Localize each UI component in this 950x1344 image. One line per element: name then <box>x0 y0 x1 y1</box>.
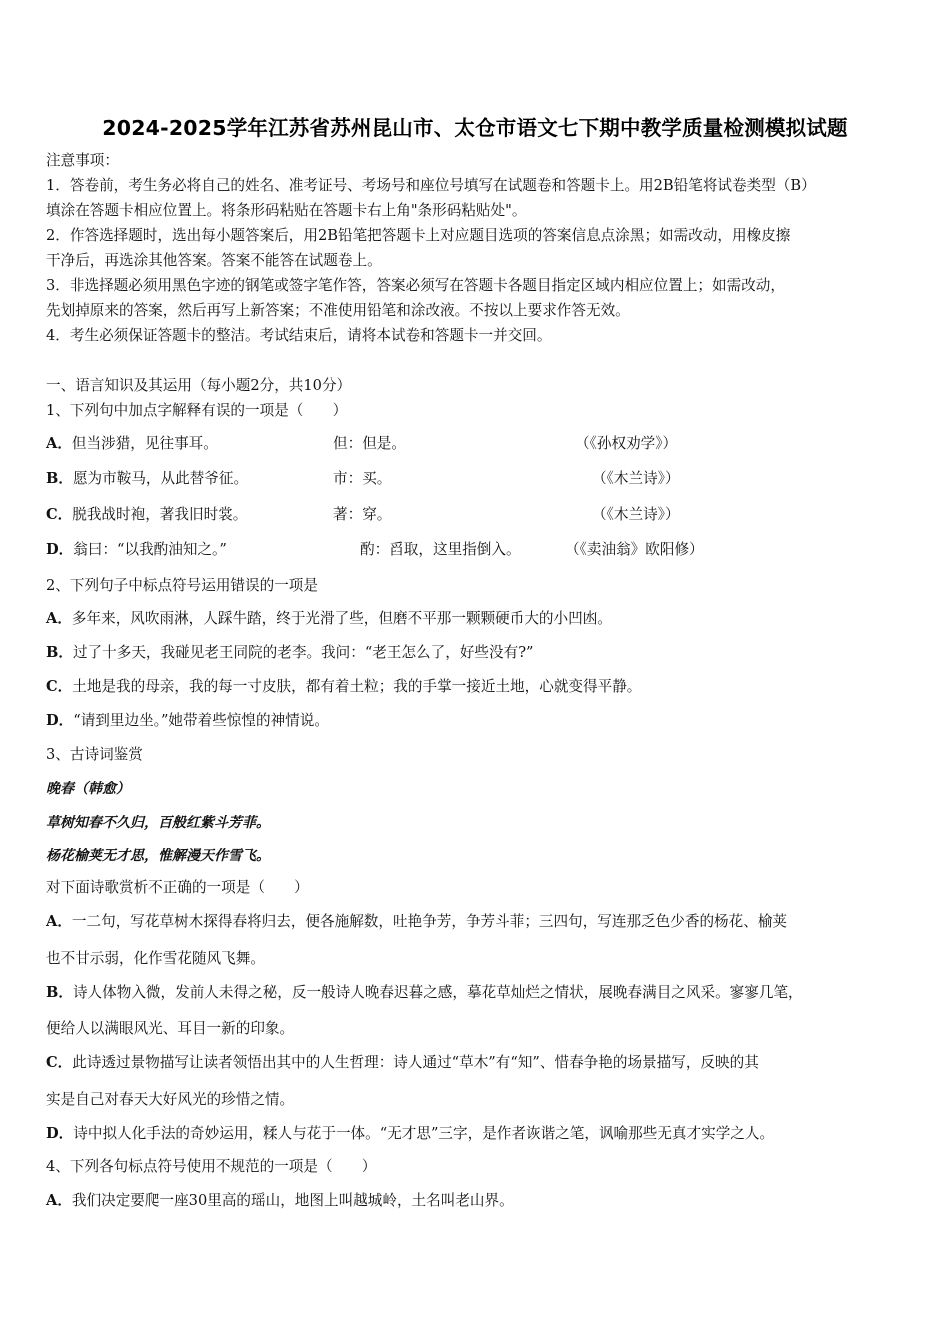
option-text: 多年来，风吹雨淋，人踩牛踏，终于光滑了些，但磨不平那一颗颗硬币大的小凹凼。 <box>71 610 612 627</box>
q4-option-a <box>46 1191 514 1211</box>
option-text-cont: 实是自己对春天大好风光的珍惜之情。 <box>46 1091 295 1108</box>
notice-line: 填涂在答题卡相应位置上。将条形码粘贴在答题卡右上角"条形码粘贴处"。 <box>46 202 527 219</box>
question-3-prompt: 对下面诗歌赏析不正确的一项是（ ） <box>46 879 309 896</box>
option-text-cont: 便给人以满眼风光、耳目一新的印象。 <box>46 1020 295 1037</box>
option-label: C． <box>46 678 73 695</box>
option-label: B． <box>46 644 73 661</box>
option-text: 诗中拟人化手法的奇妙运用，糅人与花于一体。“无才思”三字，是作者诙谐之笔，讽喻那些无真才实学之人。 <box>73 1125 775 1142</box>
option-text: 此诗透过景物描写让读者领悟出其中的人生哲理：诗人通过“草木”有“知”、惜春争艳的场景描写，反映的其 <box>72 1054 759 1071</box>
poem-line: 杨花榆荚无才思，惟解漫天作雪飞。 <box>46 848 270 864</box>
q2-option-b <box>46 643 534 663</box>
q2-option-c <box>46 677 641 697</box>
notice-line: 先划掉原来的答案，然后再写上新答案；不准使用铅笔和涂改液。不按以上要求作答无效。 <box>46 302 630 319</box>
option-label: D． <box>46 1125 74 1142</box>
notice-line: 1．答卷前，考生务必将自己的姓名、准考证号、考场号和座位号填写在试题卷和答题卡上。用2B铅笔将试卷类型（B） <box>46 177 816 194</box>
option-sentence: 翁曰：“以我酌油知之。” <box>73 541 227 558</box>
option-sentence: 愿为市鞍马，从此替爷征。 <box>72 470 249 487</box>
option-text: 我们决定要爬一座30里高的瑶山，地图上叫越城岭，土名叫老山界。 <box>71 1192 514 1209</box>
notice-line: 4．考生必须保证答题卡的整洁。考试结束后，请将本试卷和答题卡一并交回。 <box>46 327 552 344</box>
option-source: （《卖油翁》欧阳修） <box>565 541 704 558</box>
q2-option-d <box>46 711 329 731</box>
notice-line: 干净后，再选涂其他答案。答案不能答在试题卷上。 <box>46 252 382 269</box>
option-label: D． <box>46 712 74 729</box>
option-text: “请到里边坐。”她带着些惊惶的神情说。 <box>73 712 329 729</box>
option-label: D． <box>46 541 74 558</box>
option-label: C． <box>46 1054 73 1071</box>
section-heading: 一、语言知识及其运用（每小题2分，共10分） <box>46 377 352 394</box>
option-label: A． <box>46 913 72 930</box>
option-text: 一二句，写花草树木探得春将归去，便各施解数，吐艳争芳，争芳斗菲；三四句，写连那乏色少香的杨花、榆荚 <box>71 913 788 930</box>
option-source: （《木兰诗》） <box>592 470 680 487</box>
option-source: （《孙权劝学》） <box>575 435 678 452</box>
page-title: 2024-2025学年江苏省苏州昆山市、太仓市语文七下期中教学质量检测模拟试题 <box>102 116 848 140</box>
q2-option-a <box>46 609 612 629</box>
option-label: B． <box>46 984 73 1001</box>
option-text: 过了十多天，我碰见老王同院的老李。我问：“老王怎么了，好些没有?” <box>72 644 534 661</box>
notice-line: 3．非选择题必须用黑色字迹的钢笔或签字笔作答，答案必须写在答题卡各题目指定区域内相应位置上；如需改动， <box>46 277 785 294</box>
option-text-cont: 也不甘示弱，化作雪花随风飞舞。 <box>46 950 265 967</box>
option-gloss: 酌：舀取，这里指倒入。 <box>360 541 521 558</box>
option-label: C． <box>46 506 73 523</box>
poem-line: 草树知春不久归，百般红紫斗芳菲。 <box>46 815 270 831</box>
question-3-stem: 3、古诗词鉴赏 <box>46 746 143 763</box>
question-4-stem: 4、下列各句标点符号使用不规范的一项是（ ） <box>46 1158 377 1175</box>
option-sentence: 脱我战时袍，著我旧时裳。 <box>72 506 248 523</box>
option-gloss: 但：但是。 <box>333 435 406 452</box>
option-text: 诗人体物入微，发前人未得之秘，反一般诗人晚春迟暮之感，摹花草灿烂之情状，展晚春满目之风采。寥寥几笔， <box>72 984 803 1001</box>
option-label: A． <box>46 435 72 452</box>
option-sentence: 但当涉猎，见往事耳。 <box>71 435 218 452</box>
poem-title: 晚春（韩愈） <box>46 781 130 797</box>
question-1-stem: 1、下列句中加点字解释有误的一项是（ ） <box>46 402 348 419</box>
question-2-stem: 2、下列句子中标点符号运用错误的一项是 <box>46 577 318 594</box>
option-gloss: 著：穿。 <box>333 506 392 523</box>
notice-heading: 注意事项： <box>46 152 119 169</box>
option-label: A． <box>46 610 72 627</box>
option-text: 土地是我的母亲，我的每一寸皮肤，都有着土粒；我的手掌一接近土地，心就变得平静。 <box>72 678 642 695</box>
notice-line: 2．作答选择题时，选出每小题答案后，用2B铅笔把答题卡上对应题目选项的答案信息点涂黑；如需改动，用橡皮擦 <box>46 227 791 244</box>
option-label: A． <box>46 1192 72 1209</box>
option-gloss: 市：买。 <box>333 470 392 487</box>
option-label: B． <box>46 470 73 487</box>
option-source: （《木兰诗》） <box>592 506 680 523</box>
